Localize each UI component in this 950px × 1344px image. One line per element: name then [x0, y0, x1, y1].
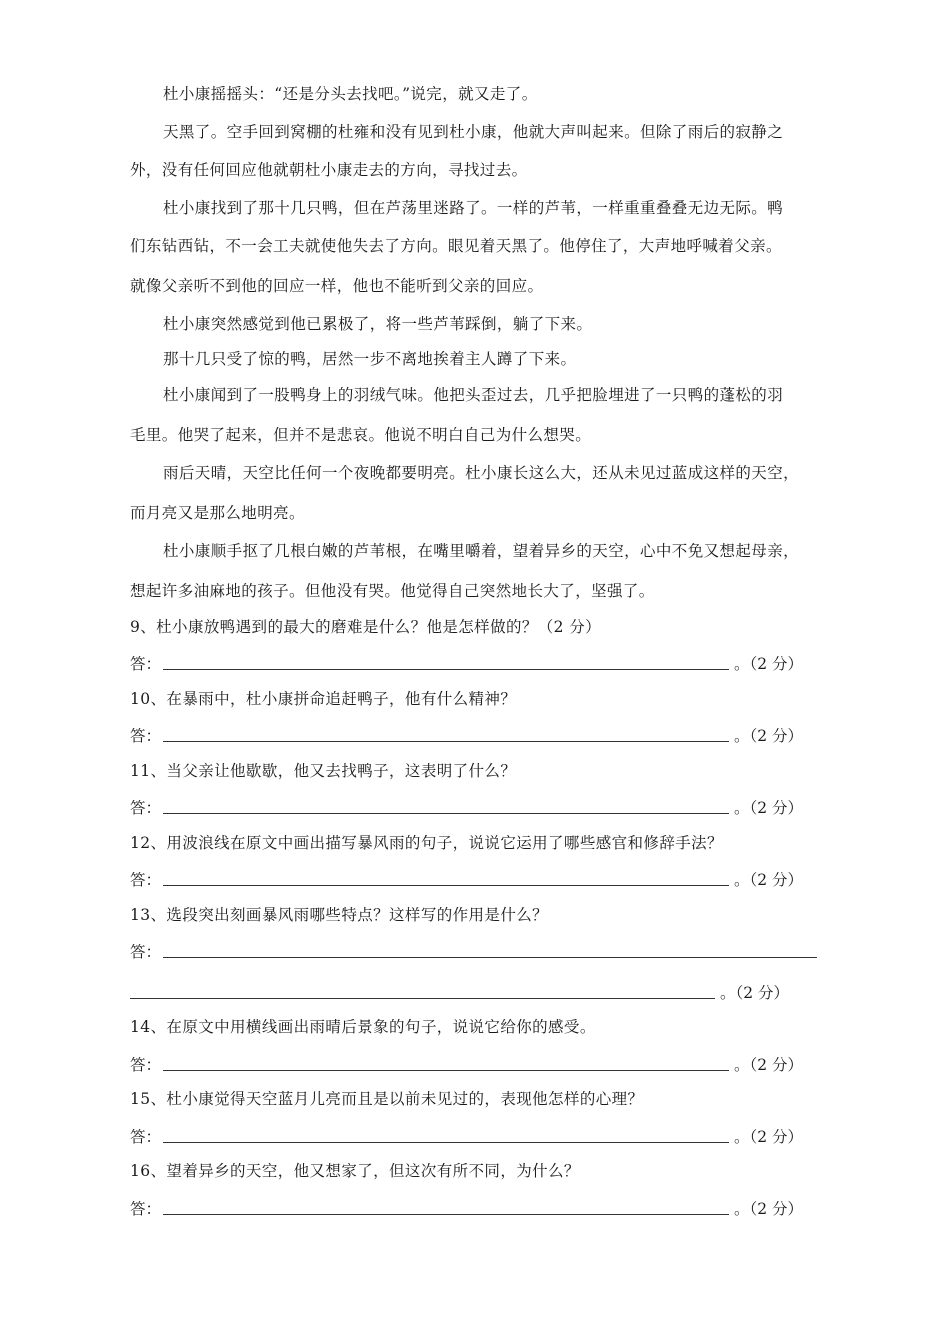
- score-label: 。（2 分）: [734, 1128, 804, 1146]
- question-10: 10、在暴雨中，杜小康拼命追赶鸭子，他有什么精神？: [130, 690, 517, 708]
- question-16: 16、望着异乡的天空，他又想家了，但这次有所不同，为什么？: [130, 1162, 580, 1180]
- answer-blank[interactable]: [163, 885, 729, 886]
- score-label: 。（2 分）: [734, 871, 804, 889]
- answer-blank[interactable]: [163, 1142, 729, 1143]
- answer-blank[interactable]: [130, 998, 715, 999]
- answer-row-13: [130, 940, 830, 962]
- passage-line: 杜小康闻到了一股鸭身上的羽绒气味。他把头歪过去，几乎把脸埋进了一只鸭的蓬松的羽: [163, 386, 784, 404]
- answer-row-13-continued: [130, 981, 830, 1003]
- answer-row-12: [130, 868, 830, 890]
- answer-label: 答：: [130, 1056, 162, 1074]
- score-label: 。（2 分）: [734, 727, 804, 745]
- question-11: 11、当父亲让他歇歇，他又去找鸭子，这表明了什么？: [130, 762, 517, 780]
- passage-line: 而月亮又是那么地明亮。: [130, 504, 305, 522]
- question-15: 15、杜小康觉得天空蓝月儿亮而且是以前未见过的，表现他怎样的心理？: [130, 1090, 644, 1108]
- answer-row-11: [130, 796, 830, 818]
- answer-row-14: [130, 1053, 830, 1075]
- passage-line: 那十几只受了惊的鸭，居然一步不离地挨着主人蹲了下来。: [163, 350, 577, 368]
- passage-line: 杜小康找到了那十几只鸭，但在芦荡里迷路了。一样的芦苇，一样重重叠叠无边无际。鸭: [163, 199, 784, 217]
- answer-label: 答：: [130, 871, 162, 889]
- answer-label: 答：: [130, 1128, 162, 1146]
- answer-label: 答：: [130, 799, 162, 817]
- score-label: 。（2 分）: [734, 1200, 804, 1218]
- question-13: 13、选段突出刻画暴风雨哪些特点？这样写的作用是什么？: [130, 906, 549, 924]
- score-label: 。（2 分）: [734, 799, 804, 817]
- passage-line: 毛里。他哭了起来，但并不是悲哀。他说不明白自己为什么想哭。: [130, 426, 592, 444]
- passage-line: 雨后天晴，天空比任何一个夜晚都要明亮。杜小康长这么大，还从未见过蓝成这样的天空，: [163, 464, 800, 482]
- answer-blank[interactable]: [163, 1214, 729, 1215]
- question-14: 14、在原文中用横线画出雨晴后景象的句子，说说它给你的感受。: [130, 1018, 596, 1036]
- answer-blank[interactable]: [163, 813, 729, 814]
- score-label: 。（2 分）: [734, 655, 804, 673]
- answer-row-15: [130, 1125, 830, 1147]
- passage-line: 天黑了。空手回到窝棚的杜雍和没有见到杜小康，他就大声叫起来。但除了雨后的寂静之: [163, 123, 784, 141]
- passage-line: 杜小康顺手抠了几根白嫩的芦苇根，在嘴里嚼着，望着异乡的天空，心中不免又想起母亲，: [163, 542, 800, 560]
- passage-line: 杜小康摇摇头：“还是分头去找吧。”说完，就又走了。: [163, 85, 538, 103]
- passage-line: 外，没有任何回应他就朝杜小康走去的方向，寻找过去。: [130, 161, 528, 179]
- answer-row-9: [130, 652, 830, 674]
- answer-row-16: [130, 1197, 830, 1219]
- question-12: 12、用波浪线在原文中画出描写暴风雨的句子，说说它运用了哪些感官和修辞手法？: [130, 834, 723, 852]
- answer-label: 答：: [130, 1200, 162, 1218]
- passage-line: 杜小康突然感觉到他已累极了，将一些芦苇踩倒，躺了下来。: [163, 315, 593, 333]
- answer-blank[interactable]: [163, 669, 729, 670]
- passage-line: 们东钻西钻，不一会工夫就使他失去了方向。眼见着天黑了。他停住了，大声地呼喊着父亲。: [130, 237, 782, 255]
- score-label: 。（2 分）: [734, 1056, 804, 1074]
- answer-label: 答：: [130, 727, 162, 745]
- score-label: 。（2 分）: [720, 984, 790, 1002]
- passage-line: 想起许多油麻地的孩子。但他没有哭。他觉得自己突然地长大了，坚强了。: [130, 582, 655, 600]
- answer-blank[interactable]: [163, 741, 729, 742]
- answer-blank[interactable]: [163, 1070, 729, 1071]
- answer-label: 答：: [130, 655, 162, 673]
- answer-row-10: [130, 724, 830, 746]
- passage-line: 就像父亲听不到他的回应一样，他也不能听到父亲的回应。: [130, 277, 544, 295]
- answer-blank[interactable]: [163, 957, 817, 958]
- question-9: 9、杜小康放鸭遇到的最大的磨难是什么？他是怎样做的？（2 分）: [130, 618, 602, 636]
- answer-label: 答：: [130, 943, 162, 961]
